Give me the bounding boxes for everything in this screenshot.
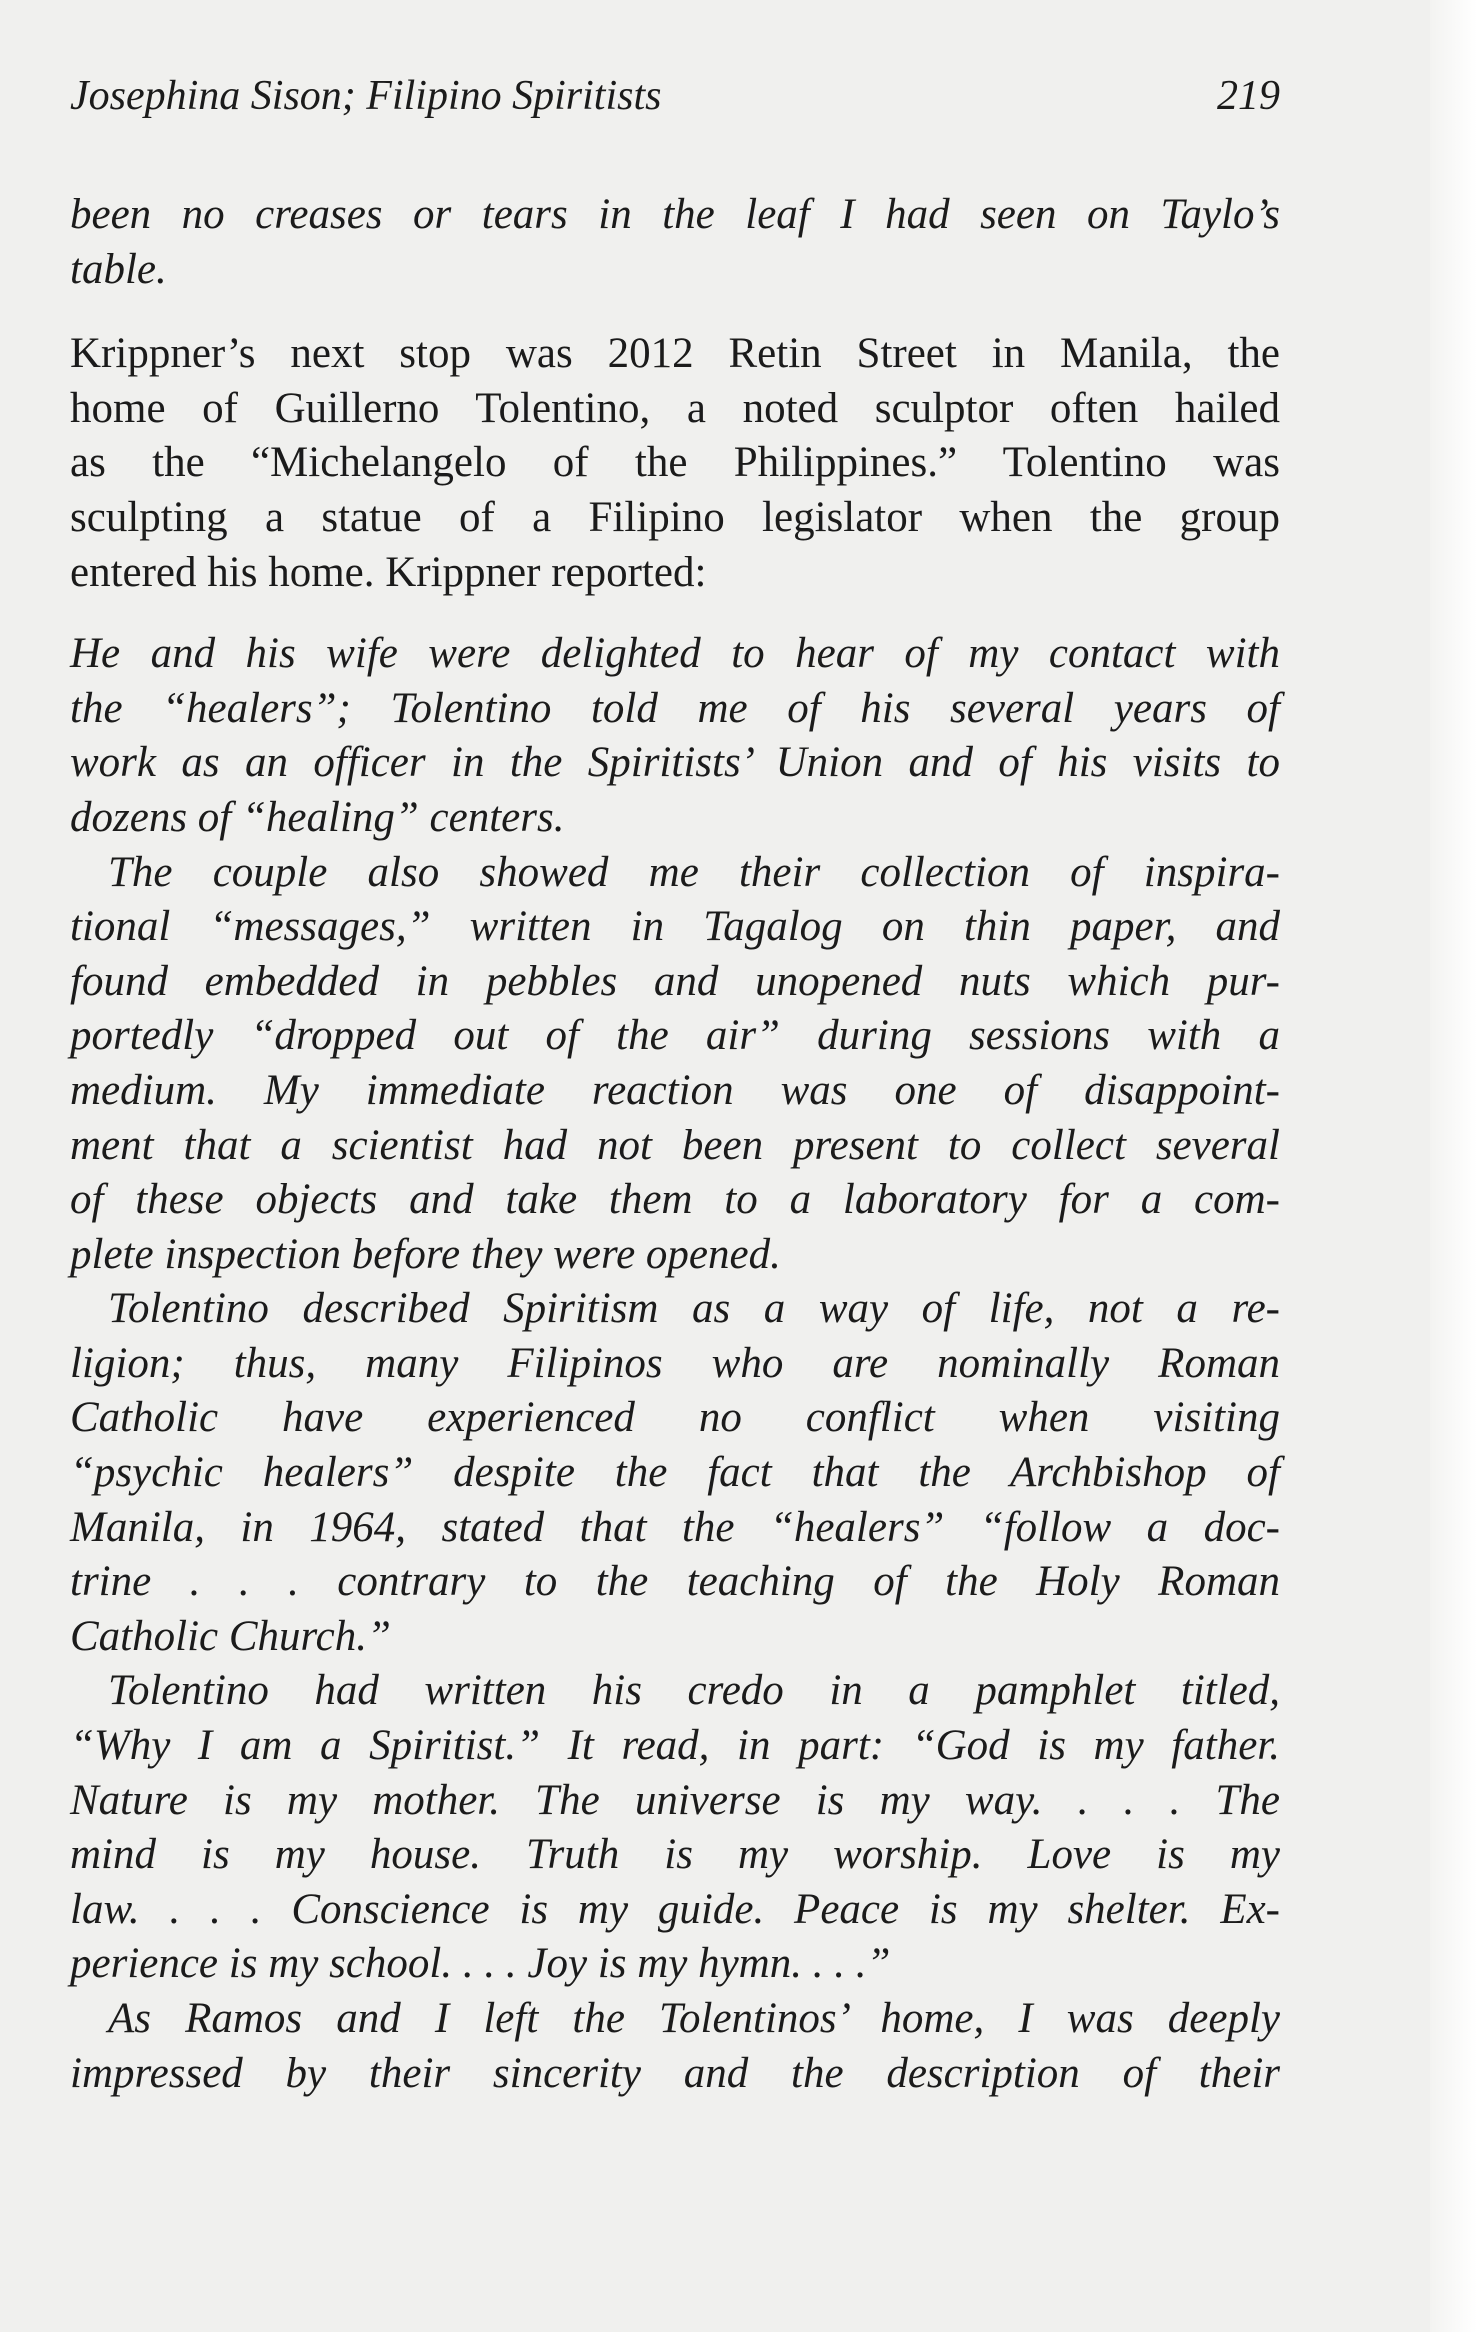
text-line: Manila, in 1964, stated that the “healers” “follow a doc- [70,1503,1280,1551]
running-header [70,72,1280,132]
text-line: impressed by their sincerity and the description of their [70,2049,1280,2097]
text-line: “psychic healers” despite the fact that the Archbishop of [70,1449,1280,1497]
text-line: entered his home. Krippner reported: [70,548,707,596]
text-line: Tolentino had written his credo in a pamphlet titled, [108,1667,1280,1715]
text-line: medium. My immediate reaction was one of disappoint- [70,1066,1280,1114]
text-line: “Why I am a Spiritist.” It read, in part: “God is my father. [70,1722,1280,1770]
quote-paragraph-1 [70,627,1280,845]
paragraph-gap [70,297,1280,327]
text-line: law. . . . Conscience is my guide. Peace is my shelter. Ex- [70,1885,1280,1933]
paragraph-continuation [70,188,1280,297]
quote-paragraph-3 [70,1282,1280,1664]
text-line: As Ramos and I left the Tolentinos’ home, I was deeply [108,1995,1280,2042]
text-line: table. [70,245,167,293]
text-line: the “healers”; Tolentino told me of his several years of [70,684,1280,732]
paragraph-krippner-next-stop [70,327,1280,600]
block-quote [70,627,1280,2101]
text-line: as the “Michelangelo of the Philippines.” Tolentino was [70,439,1280,487]
text-line: Catholic have experienced no conflict when visiting [70,1394,1280,1442]
quote-paragraph-5 [70,1992,1280,2101]
text-line: Nature is my mother. The universe is my way. . . . The [70,1776,1280,1824]
page-edge [1430,0,1477,2332]
text-line: mind is my house. Truth is my worship. Love is my [70,1831,1280,1879]
text-line: found embedded in pebbles and unopened nuts which pur- [70,957,1280,1005]
quote-paragraph-2 [70,846,1280,1283]
text-line: tional “messages,” written in Tagalog on thin paper, and [70,903,1280,951]
text-line: been no creases or tears in the leaf I had seen on Taylo’s [70,191,1280,238]
text-line: sculpting a statue of a Filipino legislator when the group [70,493,1280,541]
text-line: work as an officer in the Spiritists’ Union and of his visits to [70,739,1280,787]
text-line: Tolentino described Spiritism as a way of life, not a re- [108,1285,1280,1333]
text-line: of these objects and take them to a laboratory for a com- [70,1176,1280,1224]
text-line: home of Guillerno Tolentino, a noted sculptor often hailed [70,384,1280,432]
text-line: ment that a scientist had not been present to collect several [70,1121,1280,1169]
page-body [70,188,1280,2101]
text-line: trine . . . contrary to the teaching of the Holy Roman [70,1558,1280,1606]
text-line: portedly “dropped out of the air” during sessions with a [70,1012,1280,1060]
text-line: Catholic Church.” [70,1612,391,1660]
text-line: ligion; thus, many Filipinos who are nominally Roman [70,1339,1280,1387]
text-line: plete inspection before they were opened. [70,1230,781,1278]
text-line: perience is my school. . . . Joy is my hymn. . . .” [70,1940,891,1988]
text-line: dozens of “healing” centers. [70,793,565,841]
quote-paragraph-4 [70,1664,1280,1992]
page-number: 219 [1217,73,1280,119]
text-line: The couple also showed me their collection of inspira- [108,848,1280,896]
text-line: He and his wife were delighted to hear of my contact with [70,630,1280,678]
text-line: Krippner’s next stop was 2012 Retin Street in Manila, the [70,330,1280,378]
running-title: Josephina Sison; Filipino Spiritists [70,73,662,119]
paragraph-gap [70,600,1280,627]
